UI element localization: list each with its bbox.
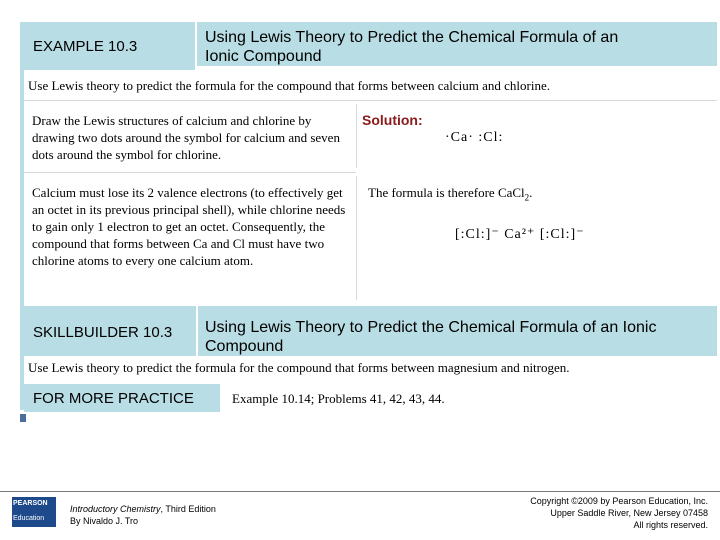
example-title: [205, 28, 618, 66]
lewis-ionic-structure: [:Cl:]⁻ Ca²⁺ [:Cl:]⁻: [455, 227, 585, 242]
logo-text-bottom: Education: [13, 515, 45, 522]
bullet-marker: [20, 414, 26, 422]
row-separator: [24, 172, 356, 173]
footer-divider: [0, 491, 720, 492]
book-title: Introductory Chemistry: [70, 504, 161, 514]
more-practice-label: FOR MORE PRACTICE: [33, 390, 194, 407]
example-title-line2: Ionic Compound: [205, 48, 322, 65]
skillbuilder-label: SKILLBUILDER 10.3: [33, 324, 173, 341]
formula-subscript: 2: [524, 192, 530, 203]
skillbuilder-prompt: Use Lewis theory to predict the formula for the compound that forms between magnesium and nitrogen.: [28, 360, 570, 375]
skillbuilder-title-line2: Compound: [205, 338, 284, 355]
copyright: [480, 495, 708, 531]
book-author: By Nivaldo J. Tro: [70, 516, 139, 526]
skillbuilder-title-line1: Using Lewis Theory to Predict the Chemical Formula of an Ionic: [205, 319, 657, 336]
formula-statement: [368, 185, 532, 203]
skillbuilder-title: [205, 318, 656, 356]
example-title-line1: Using Lewis Theory to Predict the Chemical Formula of an: [205, 29, 619, 46]
copyright-line3: All rights reserved.: [633, 520, 708, 530]
book-info: [70, 503, 216, 527]
example-prompt: Use Lewis theory to predict the formula for the compound that forms between calcium and chlorine.: [28, 78, 550, 93]
formula-prefix: The formula is therefore CaCl: [368, 185, 525, 200]
step2-text: Calcium must lose its 2 valence electrons (to effectively get an octet in its previous principal shell), while chlorine needs to gain only 1 electron to get an octet. Consequently, the compound that forms between Ca and Cl must have two chlorine atoms to every one calcium atom.: [32, 185, 346, 268]
formula-suffix: .: [529, 185, 533, 200]
step1-text: Draw the Lewis structures of calcium and chlorine by drawing two dots around the symbol for calcium and seven dots around the symbol for chlorine.: [32, 113, 340, 162]
book-edition: , Third Edition: [160, 504, 216, 514]
divider: [24, 100, 717, 101]
example-label: EXAMPLE 10.3: [33, 38, 138, 55]
copyright-line2: Upper Saddle River, New Jersey 07458: [550, 508, 708, 518]
logo-text-top: PEARSON: [13, 500, 48, 507]
copyright-line1: Copyright ©2009 by Pearson Education, Inc.: [530, 496, 708, 506]
solution-label: Solution:: [362, 112, 423, 128]
more-practice-text: Example 10.14; Problems 41, 42, 43, 44.: [232, 391, 445, 406]
lewis-structures: ·Ca· :Cl:: [445, 130, 504, 145]
